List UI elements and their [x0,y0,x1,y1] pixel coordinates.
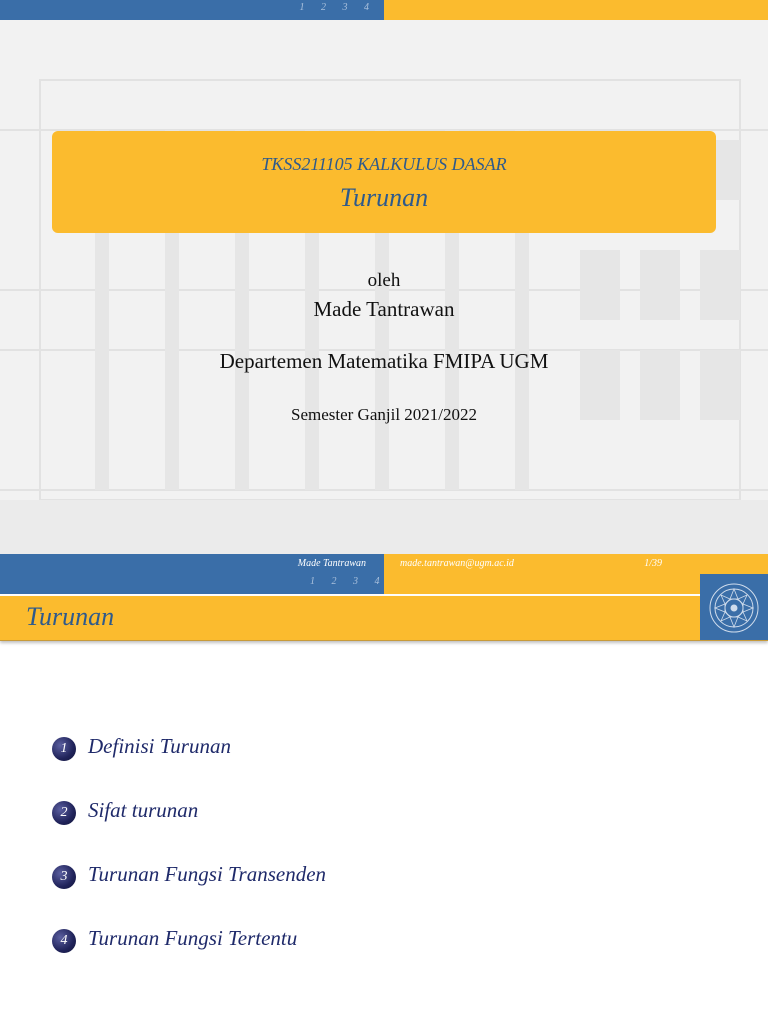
ugm-seal-icon [700,574,768,640]
section-link-1[interactable]: 1 [310,576,322,587]
frame-title-bar [0,596,768,641]
section-link-4[interactable]: 4 [374,576,387,587]
footer-author: Made Tantrawan [297,558,366,569]
author-name: Made Tantrawan [313,297,455,321]
presentation-title: Turunan [339,183,429,212]
outline-label[interactable]: Turunan Fungsi Transenden [88,862,327,886]
outline-number: 3 [52,865,76,889]
top-navigation-bar [0,0,768,20]
by-label: oleh [367,270,401,291]
slide-footer [0,554,768,574]
section-link-4[interactable]: 4 [364,2,376,13]
outline-item[interactable] [52,798,552,828]
section-link-3[interactable]: 3 [342,2,355,13]
section-nav-dots-2[interactable] [310,576,387,587]
outline-item[interactable] [52,862,552,892]
section-link-2[interactable]: 2 [321,2,333,13]
section-nav-dots[interactable] [300,2,377,13]
outline-label[interactable]: Sifat turunan [88,798,199,822]
outline-item[interactable] [52,734,552,764]
frame-title: Turunan [26,602,115,631]
footer-email: made.tantrawan@ugm.ac.id [400,558,514,569]
outline-number: 1 [52,737,76,761]
department-name: Departemen Matematika FMIPA UGM [219,349,549,373]
outline-number: 2 [52,801,76,825]
course-code: TKSS211105 KALKULUS DASAR [261,154,507,174]
outline-label[interactable]: Turunan Fungsi Tertentu [88,926,298,950]
footer-page-number: 1/39 [644,558,662,569]
section-link-3[interactable]: 3 [353,576,365,587]
section-link-2[interactable]: 2 [331,576,344,587]
outline-number: 4 [52,929,76,953]
outline-label[interactable]: Definisi Turunan [88,734,231,758]
title-box [52,131,716,233]
outline-item[interactable] [52,926,552,956]
section-link-1[interactable]: 1 [299,2,312,13]
outline-slide [0,576,768,1024]
semester-label: Semester Ganjil 2021/2022 [290,405,478,424]
